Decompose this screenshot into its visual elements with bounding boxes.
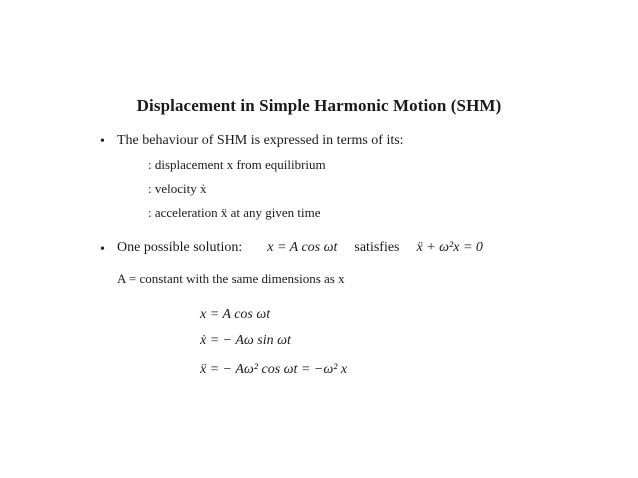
equation-acceleration: ẍ = − Aω² cos ωt = −ω² x bbox=[200, 362, 348, 377]
slide-title: Displacement in Simple Harmonic Motion (SHM) bbox=[136, 96, 502, 115]
sub-item-velocity-text: : velocity ẋ bbox=[148, 181, 207, 196]
sub-item-displacement-text: : displacement x from equilibrium bbox=[148, 157, 326, 172]
differential-equation: ẍ + ω²x = 0 bbox=[416, 240, 483, 255]
bullet-dot: • bbox=[100, 242, 105, 257]
solution-expression: x = A cos ωt bbox=[267, 240, 338, 255]
solution-label: One possible solution: bbox=[117, 240, 243, 255]
sub-item-displacement bbox=[148, 157, 326, 173]
equation-displacement: x = A cos ωt bbox=[200, 307, 271, 322]
bullet-2-line bbox=[117, 240, 483, 256]
bullet-1-text: The behaviour of SHM is expressed in terms of its: bbox=[117, 133, 404, 148]
constant-note: A = constant with the same dimensions as x bbox=[117, 271, 345, 286]
sub-item-acceleration bbox=[148, 205, 321, 221]
sub-item-velocity bbox=[148, 181, 207, 197]
equation-velocity: ẋ = − Aω sin ωt bbox=[200, 333, 291, 348]
bullet-dot: • bbox=[100, 134, 105, 149]
satisfies-label: satisfies bbox=[354, 240, 400, 255]
sub-item-acceleration-text: : acceleration ẍ at any given time bbox=[148, 205, 321, 220]
